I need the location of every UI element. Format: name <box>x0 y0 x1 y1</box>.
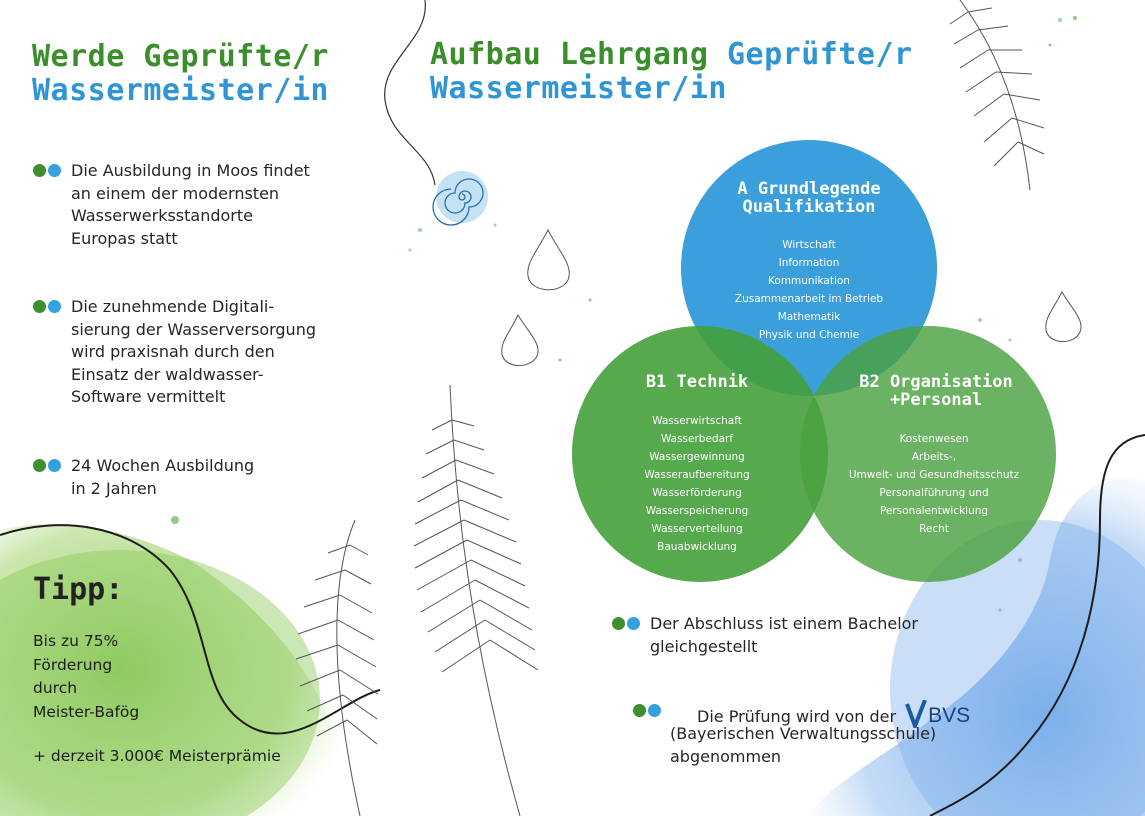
list-item: Physik und Chemie <box>758 329 860 341</box>
circle-a-title: A Grundlegende Qualifikation <box>737 179 881 217</box>
list-item: Zusammenarbeit im Betrieb <box>734 293 884 305</box>
list-item: Recht <box>919 523 949 535</box>
list-item: Wirtschaft <box>782 239 836 251</box>
left-title <box>32 40 329 108</box>
list-item: Umwelt- und Gesundheitsschutz <box>848 469 1020 481</box>
list-item: Wasserverteilung <box>651 523 743 535</box>
list-item: Bauabwicklung <box>657 541 737 553</box>
circle-a-list <box>681 236 937 344</box>
list-item: Kommunikation <box>768 275 850 287</box>
bullet-dots-icon <box>612 617 640 630</box>
circle-b2-title: B2 Organisation +Personal <box>859 372 1013 410</box>
list-item: Arbeits-, <box>911 451 957 463</box>
circle-b1-title: B1 Technik <box>645 372 749 392</box>
bullet-dots-icon <box>33 300 61 313</box>
tipp-extra: + derzeit 3.000€ Meisterprämie <box>33 747 281 765</box>
list-item: Wasseraufbereitung <box>644 469 750 481</box>
left-title-line1: Werde Geprüfte/r <box>32 39 329 74</box>
bullet-dots-icon <box>33 459 61 472</box>
list-item: Personalführung und <box>879 487 989 499</box>
bvs-logo-text: BVS <box>928 704 971 727</box>
curve-line-top <box>385 0 435 185</box>
right-title-part2: Geprüfte/r <box>726 37 913 72</box>
bullet-dots-icon <box>33 164 61 177</box>
list-item: Information <box>778 257 840 269</box>
list-item: Personalentwicklung <box>879 505 989 517</box>
pruefung-rest: (Bayerischen Verwaltungsschule) abgenommen <box>670 724 937 766</box>
right-title-line2: Wassermeister/in <box>430 71 727 106</box>
list-item: Kostenwesen <box>899 433 969 445</box>
bullet-text: Die Ausbildung in Moos findet an einem der modernsten Wasserwerksstandorte Europas statt <box>71 161 310 248</box>
right-title-part1: Aufbau Lehrgang <box>430 37 727 72</box>
bullet-bachelor <box>612 613 918 658</box>
right-title <box>430 38 913 106</box>
bullet-moos <box>33 160 310 250</box>
bullet-dots-icon <box>633 704 661 717</box>
list-item: Mathematik <box>777 311 841 323</box>
list-item: Wasserbedarf <box>660 433 734 445</box>
list-item: Wasserwirtschaft <box>652 415 742 427</box>
pruefung-prefix: Die Prüfung wird von der <box>697 706 897 726</box>
left-title-line2: Wassermeister/in <box>32 73 329 108</box>
circle-b2-list <box>800 430 1068 538</box>
bullet-text: Die zunehmende Digitali- sierung der Wasserversorgung wird praxisnah durch den Einsatz der waldwasser- Software vermittelt <box>71 297 316 406</box>
list-item: Wasserförderung <box>652 487 742 499</box>
list-item: Wassergewinnung <box>649 451 745 463</box>
bullet-text: 24 Wochen Ausbildung in 2 Jahren <box>71 456 255 498</box>
circle-b1-list <box>572 412 822 556</box>
tipp-title: Tipp: <box>33 572 124 607</box>
bullet-digitalisierung <box>33 296 316 409</box>
bullet-wochen <box>33 455 254 500</box>
tipp-text: Bis zu 75% Förderung durch Meister-Bafög <box>33 632 140 721</box>
bullet-text: Der Abschluss ist einem Bachelor gleichgestellt <box>650 614 919 656</box>
list-item: Wasserspeicherung <box>645 505 749 517</box>
